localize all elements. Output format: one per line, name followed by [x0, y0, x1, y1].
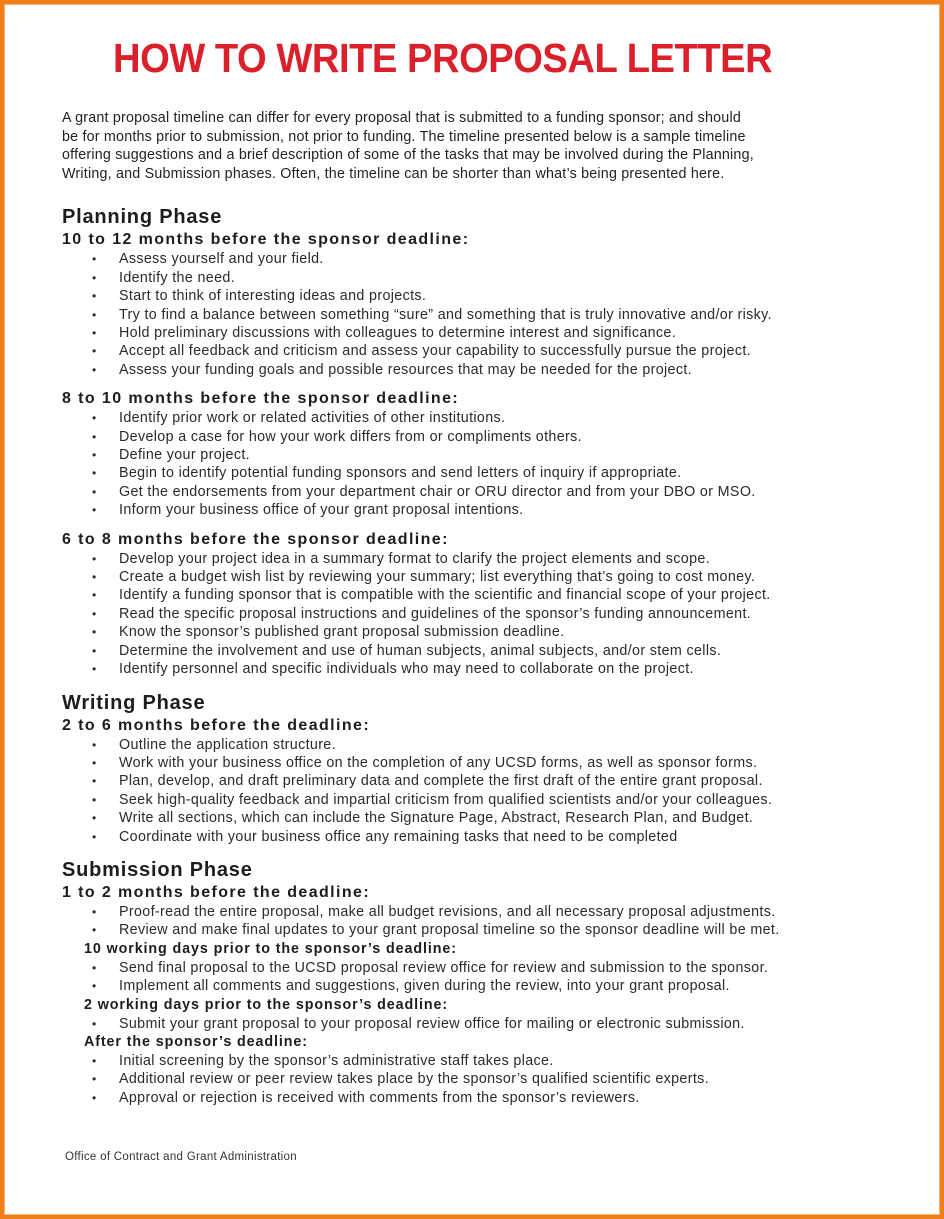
bullet-icon: • — [92, 606, 97, 621]
bullet-icon: • — [92, 551, 97, 566]
timeline-group — [62, 529, 902, 679]
list-item: • Inform your business office of your grant proposal intentions. — [92, 502, 524, 519]
list-item: • Submit your grant proposal to your proposal review office for mailing or electronic submission. — [92, 1015, 745, 1032]
group-heading: After the sponsor’s deadline: — [84, 1033, 308, 1050]
task-list — [62, 736, 902, 846]
list-item: • Send final proposal to the UCSD proposal review office for review and submission to the sponsor. — [92, 959, 769, 976]
list-item: • Develop a case for how your work differs from or compliments others. — [92, 428, 582, 445]
list-item: • Outline the application structure. — [92, 736, 336, 753]
list-item: • Additional review or peer review takes place by the sponsor’s qualified scientific experts. — [92, 1071, 709, 1088]
list-item: • Get the endorsements from your department chair or ORU director and from your DBO or MSO. — [92, 483, 756, 500]
bullet-icon: • — [92, 307, 97, 322]
phase-title: Writing Phase — [62, 691, 206, 714]
list-item: • Assess yourself and your field. — [92, 251, 324, 268]
list-item: • Determine the involvement and use of human subjects, animal subjects, and/or stem cells. — [92, 642, 722, 659]
bullet-icon: • — [92, 811, 97, 826]
timeline-group — [62, 996, 902, 1033]
timeline-group — [62, 882, 902, 940]
list-item: • Create a budget wish list by reviewing your summary; list everything that’s going to cost money. — [92, 569, 756, 586]
document-page — [4, 4, 940, 1215]
group-heading: 10 to 12 months before the sponsor deadline: — [62, 231, 470, 249]
task-list — [62, 250, 902, 379]
intro-line: be for months prior to submission, not prior to funding. The timeline presented below is a sample timeline — [62, 128, 746, 145]
phase-title: Submission Phase — [62, 858, 253, 881]
bullet-icon: • — [92, 289, 97, 304]
writing-phase-section — [62, 691, 902, 846]
phase-title: Planning Phase — [62, 206, 223, 229]
list-item: • Hold preliminary discussions with colleagues to determine interest and significance. — [92, 325, 677, 341]
bullet-icon: • — [92, 503, 97, 518]
task-list — [62, 1015, 902, 1033]
bullet-icon: • — [92, 362, 97, 377]
task-list — [62, 959, 902, 996]
bullet-icon: • — [92, 484, 97, 499]
bullet-icon: • — [92, 923, 97, 938]
timeline-group — [62, 229, 902, 379]
bullet-icon: • — [92, 570, 97, 585]
document-title: HOW TO WRITE PROPOSAL LETTER — [113, 35, 773, 81]
bullet-icon: • — [92, 774, 97, 789]
list-item: • Read the specific proposal instructions and guidelines of the sponsor’s funding announcement. — [92, 605, 752, 622]
list-item: • Identify personnel and specific individuals who may need to collaborate on the project. — [92, 661, 694, 678]
bullet-icon: • — [92, 252, 97, 267]
list-item: • Proof-read the entire proposal, make all budget revisions, and all necessary proposal adjustments. — [92, 903, 776, 920]
footer-text: Office of Contract and Grant Administration — [65, 1151, 297, 1163]
task-list — [62, 550, 902, 679]
bullet-icon: • — [92, 960, 97, 975]
bullet-icon: • — [92, 643, 97, 658]
submission-phase-section — [62, 858, 902, 1107]
bullet-icon: • — [92, 411, 97, 426]
group-heading: 6 to 8 months before the sponsor deadline: — [62, 530, 449, 548]
intro-line: offering suggestions and a brief description of some of the tasks that may be involved during the Planning, — [62, 147, 754, 164]
intro-line: Writing, and Submission phases. Often, the timeline can be shorter than what’s being presented here. — [62, 165, 725, 182]
bullet-icon: • — [92, 1090, 97, 1105]
bullet-icon: • — [92, 737, 97, 752]
bullet-icon: • — [92, 270, 97, 285]
list-item: • Identify the need. — [92, 269, 235, 286]
bullet-icon: • — [92, 466, 97, 481]
group-heading: 2 working days prior to the sponsor’s deadline: — [84, 996, 449, 1013]
intro-line: A grant proposal timeline can differ for every proposal that is submitted to a funding sponsor; and should — [62, 110, 741, 126]
planning-phase-section — [62, 205, 902, 678]
task-list — [62, 903, 902, 940]
timeline-group — [62, 940, 902, 996]
list-item: • Begin to identify potential funding sponsors and send letters of inquiry if appropriate. — [92, 465, 682, 482]
list-item: • Seek high-quality feedback and impartial criticism from qualified scientists and/or your colleagues. — [92, 791, 773, 808]
bullet-icon: • — [92, 1016, 97, 1031]
list-item: • Work with your business office on the completion of any UCSD forms, as well as sponsor forms. — [92, 754, 758, 771]
group-heading: 10 working days prior to the sponsor’s deadline: — [84, 940, 457, 957]
list-item: • Define your project. — [92, 447, 250, 464]
list-item: • Start to think of interesting ideas and projects. — [92, 288, 427, 305]
timeline-group — [62, 1033, 902, 1107]
bullet-icon: • — [92, 1053, 97, 1068]
list-item: • Know the sponsor’s published grant proposal submission deadline. — [92, 624, 565, 641]
task-list — [62, 1052, 902, 1107]
list-item: • Plan, develop, and draft preliminary data and complete the first draft of the entire grant proposal. — [92, 773, 763, 790]
timeline-group — [62, 715, 902, 846]
bullet-icon: • — [92, 1072, 97, 1087]
intro-paragraph — [62, 109, 902, 183]
group-heading: 2 to 6 months before the deadline: — [62, 716, 371, 734]
timeline-group — [62, 388, 902, 519]
list-item: • Accept all feedback and criticism and assess your capability to successfully pursue the project. — [92, 343, 751, 360]
list-item: • Identify a funding sponsor that is compatible with the scientific and financial scope of your project. — [92, 587, 771, 604]
bullet-icon: • — [92, 625, 97, 640]
bullet-icon: • — [92, 448, 97, 463]
group-heading: 1 to 2 months before the deadline: — [62, 883, 371, 901]
list-item: • Initial screening by the sponsor’s administrative staff takes place. — [92, 1052, 554, 1069]
bullet-icon: • — [92, 979, 97, 994]
list-item: • Review and make final updates to your grant proposal timeline so the sponsor deadline will be met. — [92, 922, 780, 939]
bullet-icon: • — [92, 326, 97, 340]
bullet-icon: • — [92, 429, 97, 444]
bullet-icon: • — [92, 829, 97, 844]
bullet-icon: • — [92, 792, 97, 807]
list-item: • Approval or rejection is received with comments from the sponsor’s reviewers. — [92, 1089, 640, 1106]
list-item: • Assess your funding goals and possible resources that may be needed for the project. — [92, 361, 693, 378]
bullet-icon: • — [92, 904, 97, 919]
list-item: • Write all sections, which can include the Signature Page, Abstract, Research Plan, and Budget. — [92, 810, 754, 827]
list-item: • Implement all comments and suggestions, given during the review, into your grant proposal. — [92, 978, 730, 995]
document-body — [62, 109, 902, 1119]
bullet-icon: • — [92, 344, 97, 359]
bullet-icon: • — [92, 755, 97, 770]
task-list — [62, 409, 902, 519]
group-heading: 8 to 10 months before the sponsor deadline: — [62, 390, 460, 408]
list-item: • Identify prior work or related activities of other institutions. — [92, 410, 506, 427]
list-item: • Try to find a balance between something “sure” and something that is truly innovative and/or risky. — [92, 306, 772, 323]
bullet-icon: • — [92, 662, 97, 677]
bullet-icon: • — [92, 588, 97, 603]
list-item: • Coordinate with your business office any remaining tasks that need to be completed — [92, 828, 678, 845]
list-item: • Develop your project idea in a summary format to clarify the project elements and scope. — [92, 550, 711, 567]
